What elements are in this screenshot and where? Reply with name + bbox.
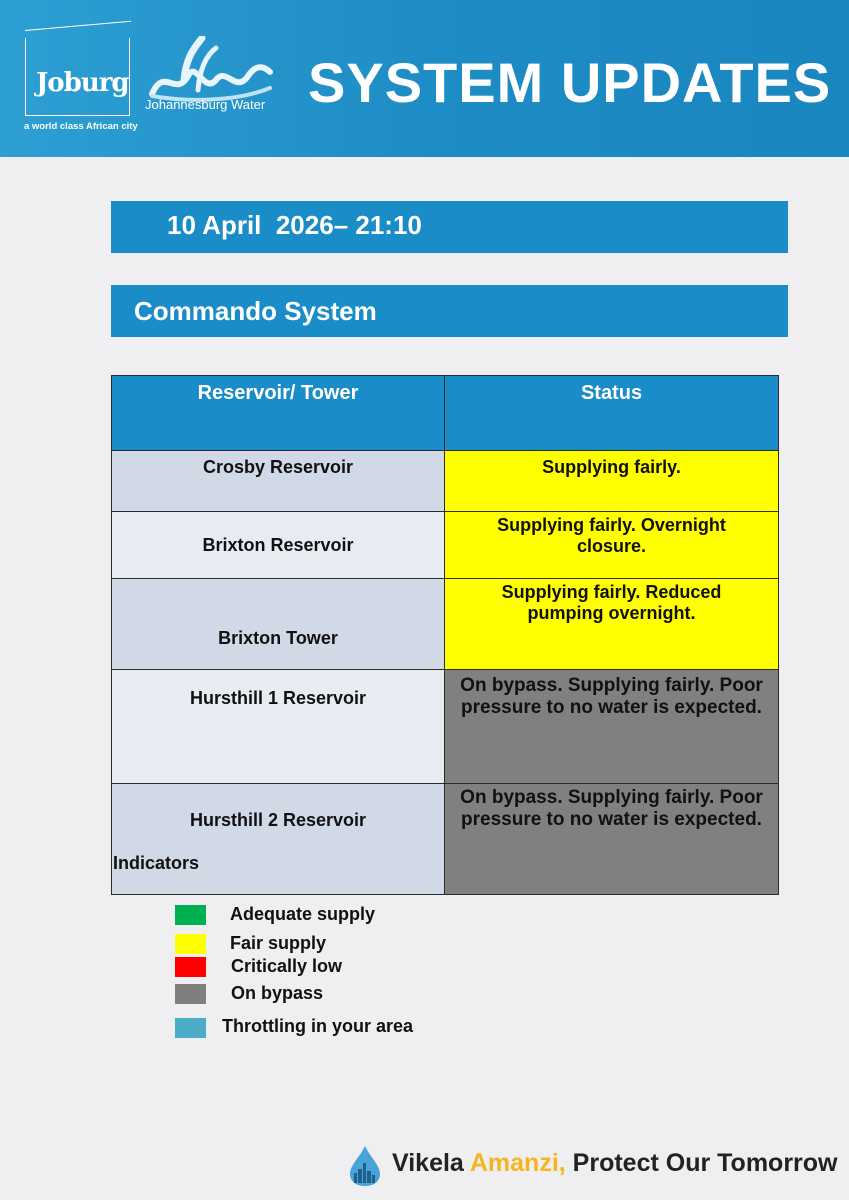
joburg-logo-text: Joburg [36,68,129,98]
legend-swatch [175,934,206,954]
legend-swatch [175,1018,206,1038]
status-cell: Supplying fairly. Reduced pumping overnight. [445,579,779,670]
table-row [112,579,779,670]
utility-name: Johannesburg Water [145,97,266,112]
legend-label: On bypass [231,983,324,1003]
table-row [112,670,779,784]
reservoir-status-table [111,375,779,895]
reservoir-name: Brixton Tower [112,579,445,670]
table-row [112,784,779,895]
legend-swatch [175,984,206,1004]
legend-label: Throttling in your area [222,1016,414,1036]
indicators-heading: Indicators [113,853,200,873]
legend-label: Fair supply [230,933,327,953]
system-name: Commando System [134,296,377,326]
legend-swatch [175,957,206,977]
water-drop-icon [348,1145,382,1187]
legend-label: Critically low [231,956,343,976]
table-row [112,451,779,512]
legend-swatch [175,905,206,925]
header-banner [0,0,849,157]
page-title: SYSTEM UPDATES [308,51,832,114]
date-time: 10 April 2026– 21:10 [167,210,422,240]
city-tagline: a world class African city [24,121,138,132]
reservoir-name: Hursthill 1 Reservoir [112,670,445,784]
status-cell: Supplying fairly. [445,451,779,512]
status-cell: Supplying fairly. Overnight closure. [445,512,779,579]
column-header-status: Status [445,376,779,451]
reservoir-name: Crosby Reservoir [112,451,445,512]
column-header-reservoir: Reservoir/ Tower [112,376,445,451]
legend-label: Adequate supply [230,904,376,924]
slogan-text: Vikela Amanzi, Protect Our Tomorrow [392,1149,838,1177]
reservoir-name: Hursthill 2 Reservoir [112,784,445,895]
status-cell: On bypass. Supplying fairly. Poor pressure to no water is expected. [445,784,779,895]
date-time-banner [111,201,788,253]
status-cell: On bypass. Supplying fairly. Poor pressure to no water is expected. [445,670,779,784]
system-name-banner [111,285,788,337]
table-row [112,512,779,579]
reservoir-name: Brixton Reservoir [112,512,445,579]
